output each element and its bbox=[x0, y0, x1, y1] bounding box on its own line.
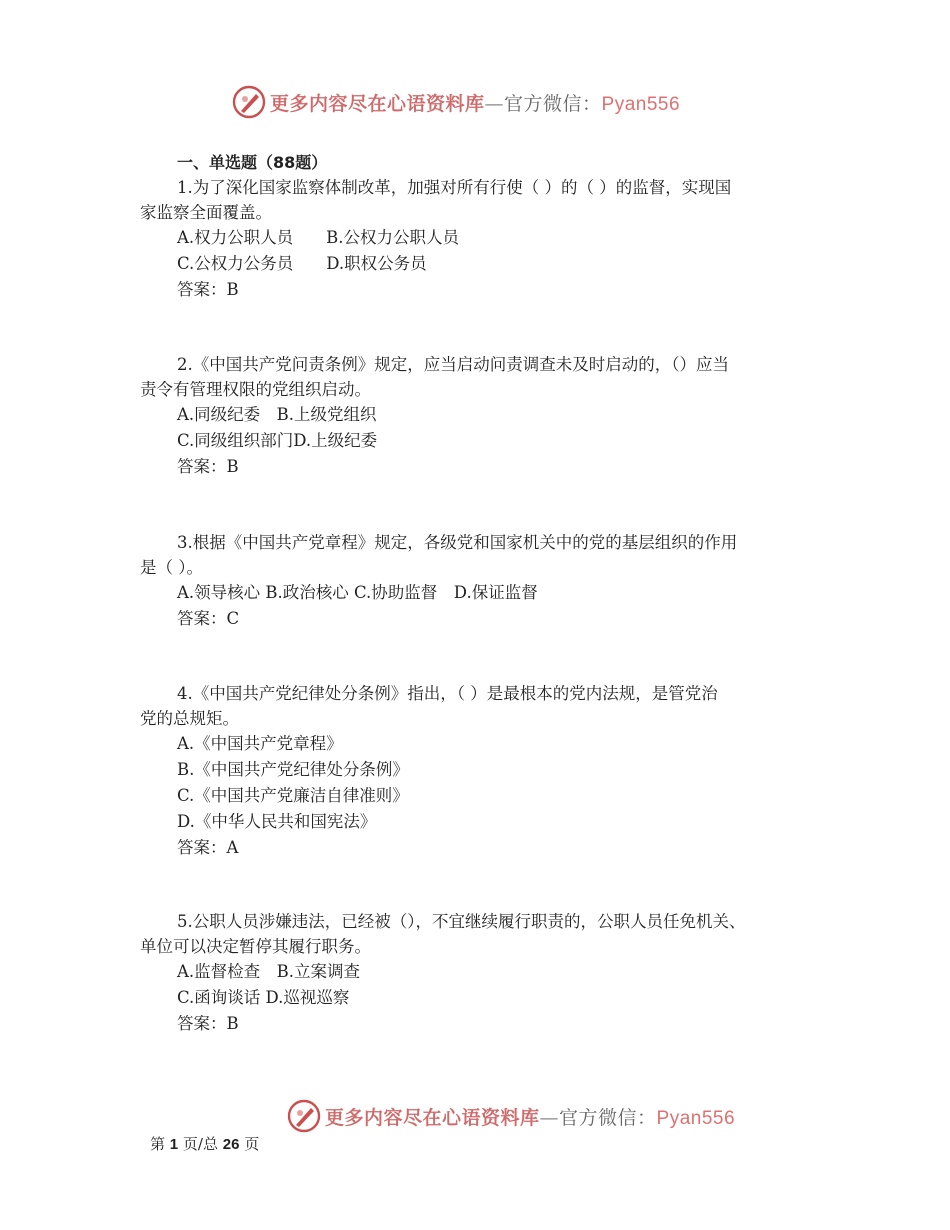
page-number-suffix: 页 bbox=[244, 1135, 260, 1153]
pen-logo-icon bbox=[232, 85, 266, 119]
option-line: A.权力公职人员 B.公权力公职人员 bbox=[177, 228, 460, 247]
footer-banner bbox=[287, 1096, 735, 1136]
banner-dash: — bbox=[484, 92, 505, 115]
banner-main-text: 更多内容尽在心语资料库 bbox=[325, 1106, 540, 1129]
question-stem-line: 5.公职人员涉嫌违法，已经被（），不宜继续履行职责的，公职人员任免机关、 bbox=[177, 912, 746, 931]
option-line: A.同级纪委 B.上级党组织 bbox=[177, 405, 377, 424]
page-number-prefix: 第 bbox=[150, 1135, 166, 1153]
question-stem-line: 是（ ）。 bbox=[140, 558, 203, 577]
option-line: C.公权力公务员 D.职权公务员 bbox=[177, 254, 427, 273]
banner-main-text: 更多内容尽在心语资料库 bbox=[270, 92, 485, 115]
answer-line: 答案：A bbox=[177, 838, 239, 857]
page-number-middle: 页/总 bbox=[182, 1135, 218, 1153]
option-line: C.同级组织部门D.上级纪委 bbox=[177, 431, 378, 450]
banner-wechat-id: Pyan556 bbox=[601, 93, 681, 115]
answer-line: 答案：B bbox=[177, 457, 239, 476]
question-stem-line: 党的总规矩。 bbox=[140, 709, 239, 728]
answer-line: 答案：B bbox=[177, 280, 239, 299]
option-line: C.函询谈话 D.巡视巡察 bbox=[177, 988, 350, 1007]
question-stem-line: 家监察全面覆盖。 bbox=[140, 203, 272, 222]
question-stem-line: 2.《中国共产党问责条例》规定，应当启动问责调查未及时启动的，（）应当 bbox=[177, 355, 729, 374]
banner-dash: — bbox=[539, 1106, 560, 1129]
answer-line: 答案：C bbox=[177, 609, 240, 628]
option-line: C.《中国共产党廉洁自律准则》 bbox=[177, 786, 409, 805]
pen-logo-icon bbox=[287, 1099, 321, 1133]
question-stem-line: 1.为了深化国家监察体制改革，加强对所有行使（ ）的（ ）的监督，实现国 bbox=[177, 178, 732, 197]
question-stem-line: 4.《中国共产党纪律处分条例》指出，（ ）是最根本的党内法规，是管党治 bbox=[177, 684, 718, 703]
option-line: A.监督检查 B.立案调查 bbox=[177, 962, 361, 981]
question-stem-line: 单位可以决定暂停其履行职务。 bbox=[140, 937, 371, 956]
banner-wechat-id: Pyan556 bbox=[656, 1107, 736, 1129]
option-line: A.《中国共产党章程》 bbox=[177, 734, 343, 753]
header-banner bbox=[232, 82, 680, 122]
current-page: 1 bbox=[169, 1136, 179, 1153]
banner-label: 官方微信： bbox=[559, 1106, 657, 1129]
total-pages: 26 bbox=[222, 1136, 240, 1153]
banner-label: 官方微信： bbox=[504, 92, 602, 115]
question-stem-line: 3.根据《中国共产党章程》规定，各级党和国家机关中的党的基层组织的作用 bbox=[177, 533, 738, 552]
page-number bbox=[150, 1133, 259, 1154]
option-line: A.领导核心 B.政治核心 C.协助监督 D.保证监督 bbox=[177, 583, 538, 602]
section-heading: 一、单选题（88题） bbox=[177, 153, 328, 172]
question-stem-line: 责令有管理权限的党组织启动。 bbox=[140, 380, 371, 399]
answer-line: 答案：B bbox=[177, 1014, 239, 1033]
option-line: D.《中华人民共和国宪法》 bbox=[177, 812, 377, 831]
option-line: B.《中国共产党纪律处分条例》 bbox=[177, 760, 409, 779]
